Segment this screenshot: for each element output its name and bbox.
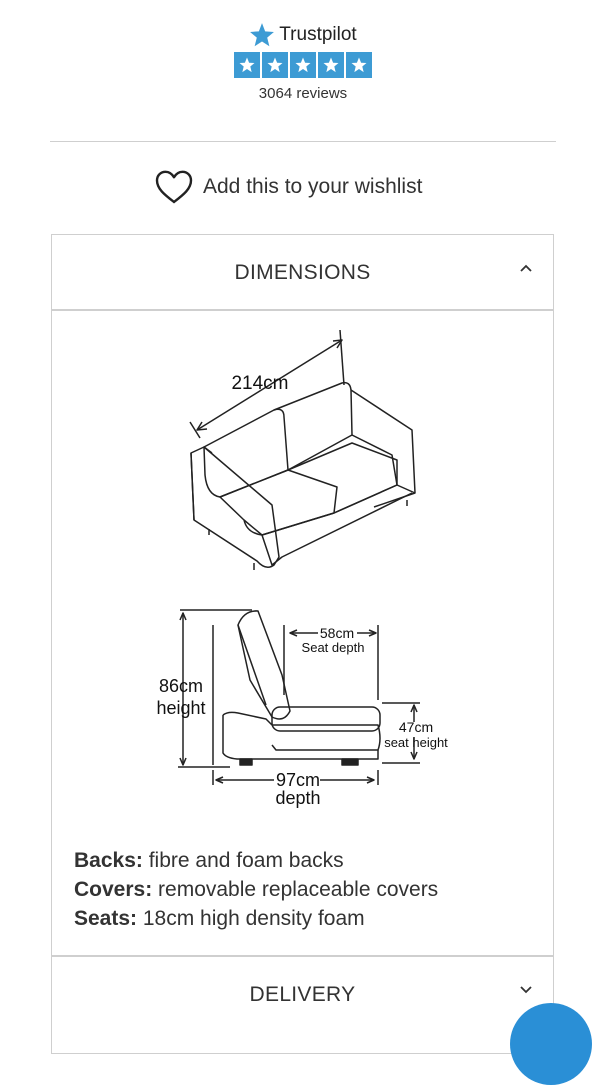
wishlist-label: Add this to your wishlist — [203, 175, 423, 198]
trustpilot-logo — [0, 22, 606, 48]
trustpilot-widget[interactable] — [0, 22, 606, 102]
divider — [50, 141, 556, 142]
spec-label: Seats: — [74, 907, 138, 930]
spec-value: 18cm high density foam — [137, 907, 365, 930]
trustpilot-brand: Trustpilot — [279, 24, 357, 45]
spec-row-seats — [74, 904, 438, 933]
sofa-dimensions-diagram — [52, 325, 555, 925]
height-value: 86cm — [158, 676, 204, 696]
dimensions-title: DIMENSIONS — [234, 261, 371, 284]
height-label: height — [156, 698, 206, 718]
spec-value: fibre and foam backs — [142, 849, 344, 872]
spec-list — [74, 846, 438, 933]
spec-label: Backs: — [74, 849, 143, 872]
rating-star-icon — [318, 52, 344, 78]
seat-depth-value: 58cm — [319, 625, 355, 641]
dimensions-header[interactable] — [52, 235, 553, 311]
reviews-count[interactable]: 3064 reviews — [258, 85, 348, 102]
rating-star-icon — [234, 52, 260, 78]
heart-outline-icon — [155, 170, 193, 204]
width-label: 214cm — [231, 373, 289, 394]
seat-height-value: 47cm — [398, 719, 434, 735]
rating-star-icon — [262, 52, 288, 78]
trustpilot-star-icon — [249, 22, 275, 48]
rating-star-icon — [290, 52, 316, 78]
rating-star-icon — [346, 52, 372, 78]
spec-value: removable replaceable covers — [152, 878, 439, 901]
trustpilot-rating — [0, 52, 606, 78]
chevron-up-icon — [519, 263, 533, 273]
section-divider — [52, 309, 553, 311]
chat-button[interactable] — [510, 1003, 592, 1085]
add-to-wishlist-button[interactable] — [155, 170, 422, 204]
spec-row-backs — [74, 846, 438, 875]
spec-label: Covers: — [74, 878, 153, 901]
chevron-down-icon — [519, 985, 533, 995]
spec-row-covers — [74, 875, 438, 904]
seat-depth-label: Seat depth — [301, 640, 365, 655]
seat-height-label: seat height — [384, 735, 448, 750]
delivery-title: DELIVERY — [249, 983, 356, 1006]
delivery-header[interactable] — [52, 957, 553, 1033]
depth-label: depth — [275, 788, 321, 808]
product-info-accordion — [51, 234, 554, 1054]
depth-value: 97cm — [275, 770, 321, 790]
